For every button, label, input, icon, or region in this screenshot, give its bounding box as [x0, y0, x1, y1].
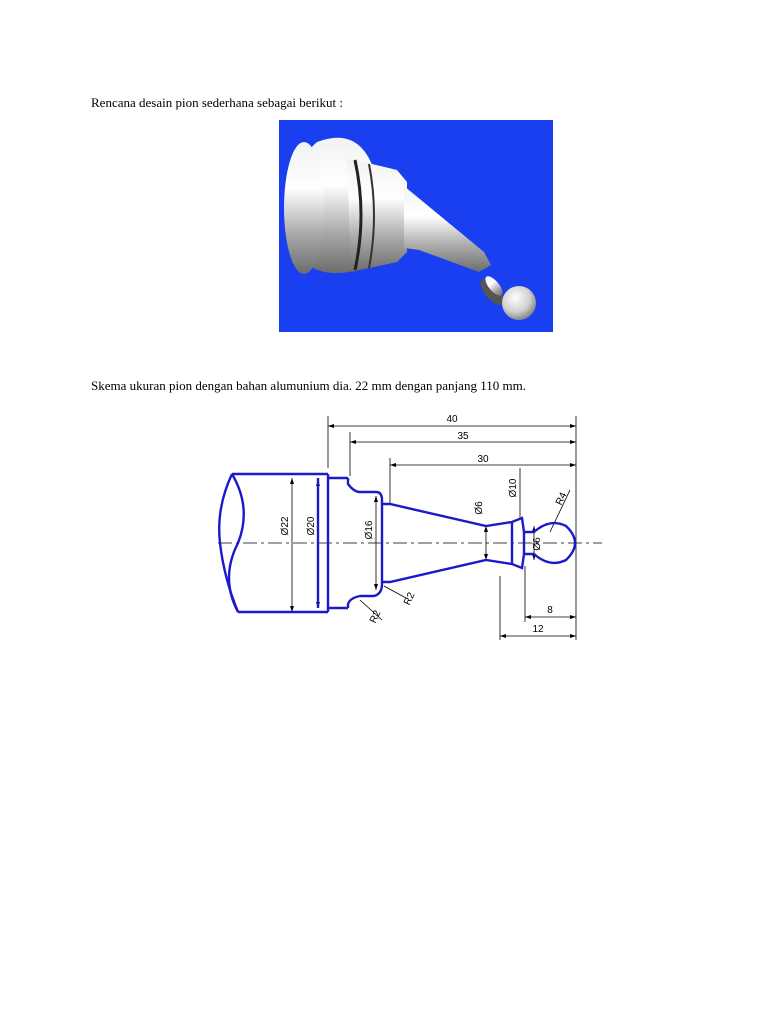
dim-dia-22: Ø22 — [280, 516, 291, 536]
dim-dia-20: Ø20 — [306, 516, 317, 536]
dim-dia-6-neck: Ø6 — [474, 501, 485, 515]
dim-8: 8 — [547, 605, 553, 616]
technical-drawing — [210, 408, 610, 644]
dim-dia-16: Ø16 — [364, 520, 375, 540]
dim-dia-6-ball: Ø6 — [532, 537, 543, 551]
dim-rad-4: R4 — [554, 490, 570, 508]
dim-rad-2-b: R2 — [402, 590, 418, 608]
intro-paragraph: Rencana desain pion sederhana sebagai berikut : — [91, 95, 343, 110]
pion-3d-render — [279, 120, 553, 332]
dim-rad-2-a: R2 — [368, 608, 384, 626]
pion-render-image — [279, 120, 553, 332]
dim-dia-10: Ø10 — [508, 478, 519, 498]
dim-30: 30 — [477, 454, 489, 465]
dim-40: 40 — [446, 414, 458, 425]
dim-35: 35 — [457, 431, 469, 442]
dim-12: 12 — [532, 624, 544, 635]
scheme-paragraph: Skema ukuran pion dengan bahan alumunium dia. 22 mm dengan panjang 110 mm. — [91, 378, 526, 393]
